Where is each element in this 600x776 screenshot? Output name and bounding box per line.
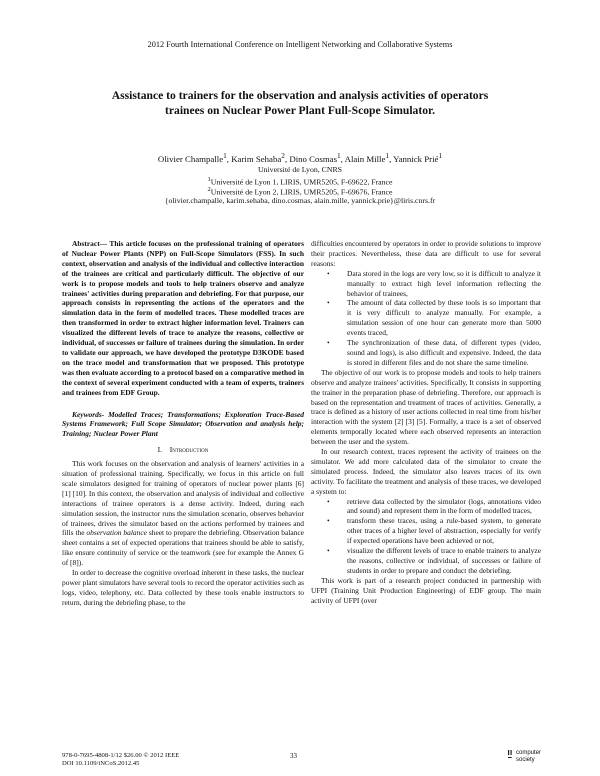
bullet-icon: • [327, 338, 330, 348]
project-paragraph: This work is part of a research project conducted in partnership with UFPI (Training Unit Production Engineering) of EDF group. The main activity of UFPI (over [311, 575, 541, 605]
continued-paragraph: difficulties encountered by operators in order to provide solutions to improve their practices. Nevertheless, these data are difficult to use for several reasons: [311, 239, 541, 268]
author-name: Alain Mille [344, 153, 386, 164]
computer-society-logo [506, 748, 550, 770]
objective-paragraph: The objective of our work is to propose models and tools to help trainers observe and analyze trainees' activities. Specifically, It consists in supporting the trainer in the preparation phase of debriefing. Therefore, our approach is based on the representation and treatment of traces of activities. Generally, a trace is defined as a history of user actions collected in real time from his/her interaction with the system [2] [3] [5]. Formally, a trace is a set of observed elements temporally located where each observed represents an interaction between the user and the system. [311, 367, 541, 447]
doi-line: DOI 10.1109/iNCoS.2012.45 [62, 760, 140, 767]
list-item-text: transform these traces, using a rule-based system, to generate other traces of a higher level of abstraction, especially for verify if expected operations have been achieved or not, [347, 516, 541, 546]
list-item [327, 496, 541, 517]
list-item-text: The amount of data collected by these tools is so important that it is very difficult to analyze manually. For example, a simulation session of one hour can generate more than 5000 events traced, [347, 298, 541, 338]
bullet-icon: • [327, 546, 330, 556]
list-item-text: The synchronization of these data, of different types (video, sound and logs), is also difficult and expensive. Indeed, the data is stored in different files and do not share the same timeline. [347, 338, 541, 367]
title-line-2: trainees on Nuclear Power Plant Full-Scope Simulator. [165, 104, 435, 117]
abstract: Abstract— This article focuses on the professional training of operators of Nuclear Power Plants (NPP) on Full-Scope Simulators (FSS). In such context, observation and analysis of the individual and collective interaction of the trainees are critical and particularly difficult. The objective of our work is to propose models and tools to help trainers observe and analyze trainees' activities during preparation and debriefing. For that purpose, our approach consists in representing the actions of the operators and the simulation data in the form of modelled traces. These modelled traces are then transformed in order to extract higher information level. Trainers can visualized the different levels of trace to analyze the reasons, collective or individual, of successes or failure of trainees during the simulation. In order to validate our approach, we have developed the prototype D3KODE based on the trace model and transformation that we proposed. This prototype was then evaluate according to a protocol based on a comparative method in the context of several experiment conducted with a team of experts, trainers and trainees from EDF Group. [62, 239, 304, 397]
conference-header: 2012 Fourth International Conference on Intelligent Networking and Collaborative Systems [147, 40, 453, 49]
bullet-icon: • [327, 268, 330, 278]
list-item [327, 298, 541, 338]
author-name: Olivier Champalle [157, 153, 224, 164]
system-list [311, 497, 541, 576]
intro-paragraph-2: In order to decrease the cognitive overload inherent in these tasks, the nuclear power plant simulators have several tools to record the operator activities such as logs, video, telephony, etc. Data collected by these tools enable instructors to return, during the debriefing phase, to the [62, 568, 304, 607]
context-paragraph: In our research context, traces represent the activity of trainees on the simulator. We add more calculated data of the simulator to create the simulated process. Indeed, the simulator also leaves traces of its own activity. To facilitate the treatment and analysis of these traces, we developed a system to: [311, 447, 541, 496]
logo-line-2: society [516, 756, 535, 763]
author-list: Olivier Champalle$^1$, Karim Sehaba$^2$, Dino Cosmas$^1$, Alain Mille$^1$, Yannick Prié$^1$ [157, 151, 443, 164]
affiliation-2-sup: 2 [207, 186, 211, 193]
intro-text-a: This work focuses on the observation and analysis of learners' activities in a situation of professional training. Specifically, we focus in this article on full scale simulators designed for training of operators of nuclear power plants [6] [1] [10]. In this context, the observation and analysis of individual and collective interactions of trainee operators is a dense activity. Indeed, during each simulation session, the instructor runs the simulation scenario, observes behavior of trainees, drives the simulator based on the actions performed by trainees and fills the [62, 459, 304, 538]
affiliation-1-text: Université de Lyon 1, LIRIS, UMR5205, F-69622, France [210, 177, 393, 187]
list-item-text: visualize the different levels of trace to enable trainers to analyze the reasons, collective or individual, of successes or failure of students in order to prepare and conduct the debriefing. [347, 546, 541, 575]
logo-text [516, 750, 541, 763]
author-sup: 1 [385, 151, 390, 160]
logo-line-1: computer [516, 750, 542, 756]
computer-society-icon [506, 748, 514, 768]
affiliation-2-text: Université de Lyon 2, LIRIS, UMR5205, F-69676, France [210, 187, 393, 197]
page-number: 33 [290, 752, 297, 760]
list-item [327, 268, 541, 299]
section-number: I. [157, 445, 163, 455]
bullet-icon: • [327, 516, 330, 526]
author-name: Yannick Prié [393, 153, 439, 164]
list-item [327, 516, 541, 546]
affiliation-1-sup: 1 [207, 176, 211, 183]
intro-italic-term: observation balance [86, 528, 147, 538]
bullet-icon: • [327, 298, 330, 308]
paper-title [60, 88, 540, 118]
title-line-1: Assistance to trainers for the observation and analysis activities of operators [111, 89, 489, 102]
list-item [327, 338, 541, 368]
author-name: Karim Sehaba [231, 153, 282, 164]
reasons-list [311, 269, 541, 368]
intro-paragraph-1 [62, 459, 304, 568]
section-title: Introduction [169, 445, 209, 455]
section-heading [62, 445, 304, 455]
left-column [62, 239, 304, 608]
author-emails: {olivier.champalle, karim.sehaba, dino.cosmas, alain.mille, yannick.prie}@liris.cnrs.fr [164, 196, 436, 205]
intro-text-b: sheet to prepare the debriefing. Observation balance sheet contains a set of expected operations that trainees should be able to satisfy, like ensure continuity of service or the teamwork (see for example the Annex G of [8]). [62, 528, 304, 568]
footer-copyright [62, 752, 179, 768]
list-item [327, 546, 541, 576]
author-name: Dino Cosmas [289, 153, 337, 164]
author-sup: 2 [281, 151, 285, 160]
author-sup: 1 [438, 151, 443, 160]
isbn-line: 978-0-7695-4808-1/12 $26.00 © 2012 IEEE [62, 752, 180, 759]
keywords: Keywords- Modelled Traces; Transformations; Exploration Trace-Based Systems Framework; Full Scope Simulator; Observation and analysis help; Training; Nuclear Power Plant [62, 409, 304, 439]
bullet-icon: • [327, 496, 330, 506]
right-column [311, 239, 541, 606]
affiliation-main: Université de Lyon, CNRS [257, 165, 343, 174]
author-sup: 1 [337, 151, 341, 160]
list-item-text: Data stored in the logs are very low, so it is difficult to analyze it manually to extract high level information reflecting the behavior of trainees, [347, 268, 541, 298]
list-item-text: retrieve data collected by the simulator (logs, annotations video and sound) and represent them in the form of modelled traces, [347, 496, 541, 516]
author-sup: 1 [223, 151, 227, 160]
